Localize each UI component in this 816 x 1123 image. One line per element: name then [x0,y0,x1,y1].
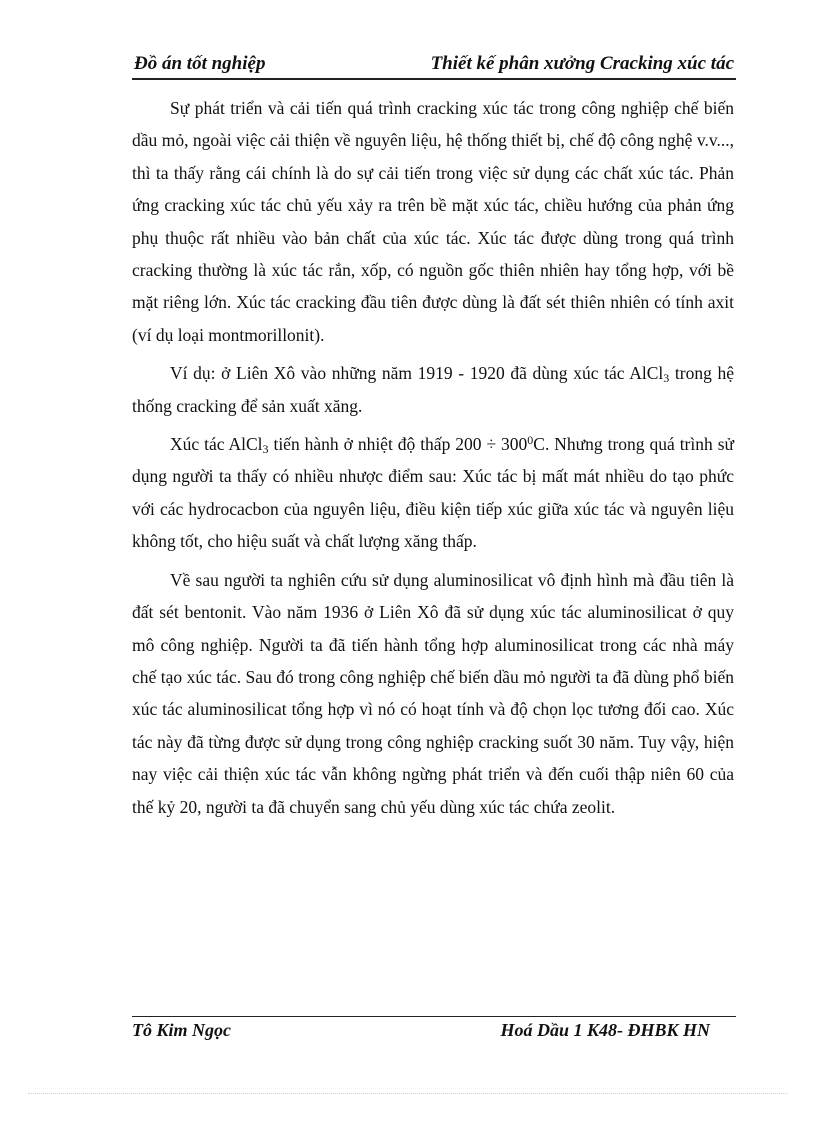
paragraph-2-subscript: 3 [663,371,670,386]
page-footer [132,1016,736,1047]
document-body [132,92,734,829]
footer-class-label: Hoá Dầu 1 K48- ĐHBK HN [500,1020,710,1040]
header-thesis-label: Đồ án tốt nghiệp [134,53,266,74]
header-document-title: Thiết kế phân xưởng Cracking xúc tác [430,53,734,74]
paragraph-3-text-a: Xúc tác AlCl [170,434,263,455]
page-header [132,52,736,80]
paragraph-2-text-b: trong hệ thống cracking để sản xuất xăng. [132,363,734,416]
paragraph-3-text-b: tiến hành ở nhiệt độ thấp 200 ÷ 300 [268,434,528,455]
paragraph-3-subscript: 3 [262,442,269,457]
paragraph-3-superscript: 0 [527,433,534,448]
paragraph-3-text-c: C. Nhưng trong quá trình sử dụng người ta thấy có nhiều nhược điểm sau: Xúc tác bị mất mát nhiều do tạo phức với các hydrocacbon của nguyên liệu, điều kiện tiếp xúc giữa xúc tác và nguyên liệu không tốt, cho hiệu suất và chất lượng xăng thấp. [132,434,734,552]
page-bottom-divider [28,1093,788,1094]
footer-author: Tô Kim Ngọc [132,1020,231,1040]
paragraph-2 [132,357,734,422]
paragraph-4: Về sau người ta nghiên cứu sử dụng aluminosilicat vô định hình mà đầu tiên là đất sét bentonit. Vào năm 1936 ở Liên Xô đã sử dụng xúc tác aluminosilicat ở quy mô công nghiệp. Người ta đã tiến hành tổng hợp aluminosilicat trong các nhà máy chế tạo xúc tác. Sau đó trong công nghiệp chế biến dầu mỏ người ta đã dùng phổ biến xúc tác aluminosilicat tổng hợp vì nó có hoạt tính và độ chọn lọc tương đối cao. Xúc tác này đã từng được sử dụng trong công nghiệp cracking suốt 30 năm. Tuy vậy, hiện nay việc cải thiện xúc tác vẫn không ngừng phát triển và đến cuối thập niên 60 của thế kỷ 20, người ta đã chuyển sang chủ yếu dùng xúc tác chứa zeolit. [132,569,734,817]
paragraph-2-text-a: Ví dụ: ở Liên Xô vào những năm 1919 - 1920 đã dùng xúc tác AlCl [170,363,664,384]
paragraph-1: Sự phát triển và cải tiến quá trình cracking xúc tác trong công nghiệp chế biến dầu mỏ, ngoài việc cải thiện về nguyên liệu, hệ thống thiết bị, chế độ công nghệ v.v..., thì ta thấy rằng cái chính là do sự cải tiến trong việc sử dụng các chất xúc tác. Phản ứng cracking xúc tác chủ yếu xảy ra trên bề mặt xúc tác, chiều hướng của phản ứng phụ thuộc rất nhiều vào bản chất của xúc tác. Xúc tác được dùng trong quá trình cracking thường là xúc tác rắn, xốp, có nguồn gốc thiên nhiên hay tổng hợp, với bề mặt riêng lớn. Xúc tác cracking đầu tiên được dùng là đất sét thiên nhiên có tính axit (ví dụ loại montmorillonit). [132,98,734,345]
paragraph-3 [132,428,734,558]
